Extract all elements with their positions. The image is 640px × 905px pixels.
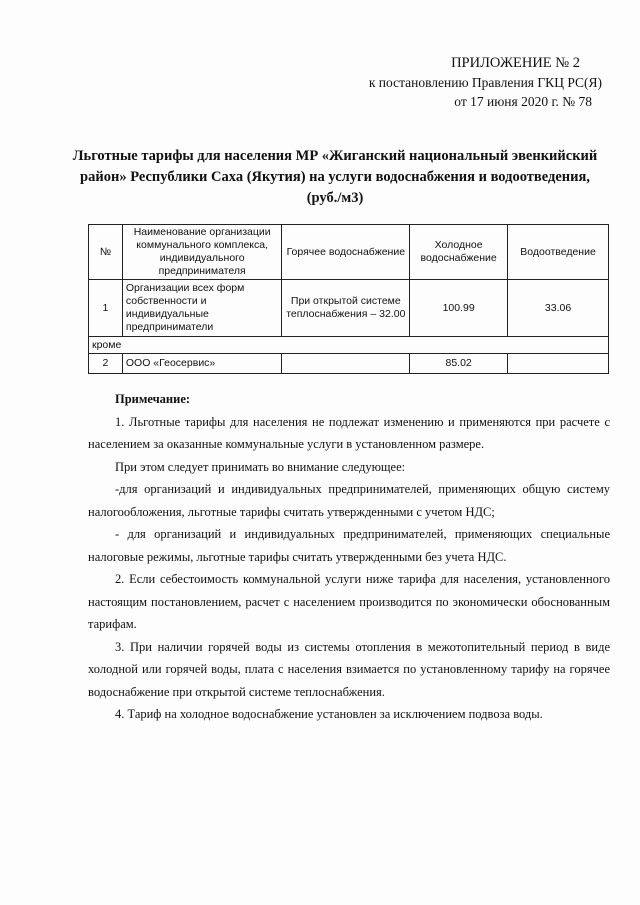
header-cold-water: Холодное водоснабжение xyxy=(410,225,508,280)
table-row xyxy=(89,354,609,374)
note-paragraph: 3. При наличии горячей воды из системы отопления в межотопительный период в виде холодной или горячей воды, плата с населения взимается по установленному тарифу на горячее водоснабжение при открытой системе теплоснабжения. xyxy=(88,639,610,699)
except-label: кроме xyxy=(89,337,609,354)
note-paragraph: 4. Тариф на холодное водоснабжение установлен за исключением подвоза воды. xyxy=(115,707,543,721)
table-header-row xyxy=(89,225,609,280)
header-num: № xyxy=(89,225,123,280)
row-organization: ООО «Геосервис» xyxy=(122,354,282,374)
row-num: 1 xyxy=(89,280,123,337)
note-paragraph: - для организаций и индивидуальных предпринимателей, применяющих специальные налоговые режимы, льготные тарифы считать утвержденными без учета НДС. xyxy=(88,527,610,564)
tariffs-table xyxy=(88,224,609,374)
header-hot-water: Горячее водоснабжение xyxy=(282,225,410,280)
note-paragraph: 2. Если себестоимость коммунальной услуги ниже тарифа для населения, установленного настоящим постановлением, расчет с населением производится по экономически обоснованным тарифам. xyxy=(88,572,610,631)
appendix-number: ПРИЛОЖЕНИЕ № 2 xyxy=(451,55,580,71)
decree-reference: к постановлению Правления ГКЦ РС(Я) xyxy=(368,75,602,90)
row-cold-water: 85.02 xyxy=(410,354,508,374)
note-paragraph: 1. Льготные тарифы для населения не подлежат изменению и применяются при расчете с населением за оказанные коммунальные услуги в установленном размере. xyxy=(88,414,610,451)
note-paragraph: При этом следует принимать во внимание следующее: xyxy=(115,459,406,474)
notes-heading: Примечание: xyxy=(115,392,191,406)
row-sewerage xyxy=(508,354,609,374)
row-hot-water xyxy=(282,354,410,374)
header-sewerage: Водоотведение xyxy=(508,225,609,280)
row-cold-water: 100.99 xyxy=(410,280,508,337)
table-row xyxy=(89,280,609,337)
row-sewerage: 33.06 xyxy=(508,280,609,337)
header-organization: Наименование организации коммунального комплекса, индивидуального предпринимателя xyxy=(122,225,282,280)
table-except-row xyxy=(89,337,609,354)
appendix-header xyxy=(302,54,602,111)
notes-section xyxy=(88,388,610,726)
row-hot-water: При открытой системе теплоснабжения – 32.00 xyxy=(282,280,410,337)
row-organization: Организации всех форм собственности и индивидуальные предприниматели xyxy=(122,280,282,337)
decree-date: от 17 июня 2020 г. № 78 xyxy=(454,94,592,109)
note-paragraph: -для организаций и индивидуальных предпринимателей, применяющих общую систему налогообложения, льготные тарифы считать утвержденными с учетом НДС; xyxy=(88,482,610,519)
document-title: Льготные тарифы для населения МР «Жиганский национальный эвенкийский район» Республики Саха (Якутия) на услуги водоснабжения и водоотведения, (руб./м3) xyxy=(72,148,598,206)
row-num: 2 xyxy=(89,354,123,374)
